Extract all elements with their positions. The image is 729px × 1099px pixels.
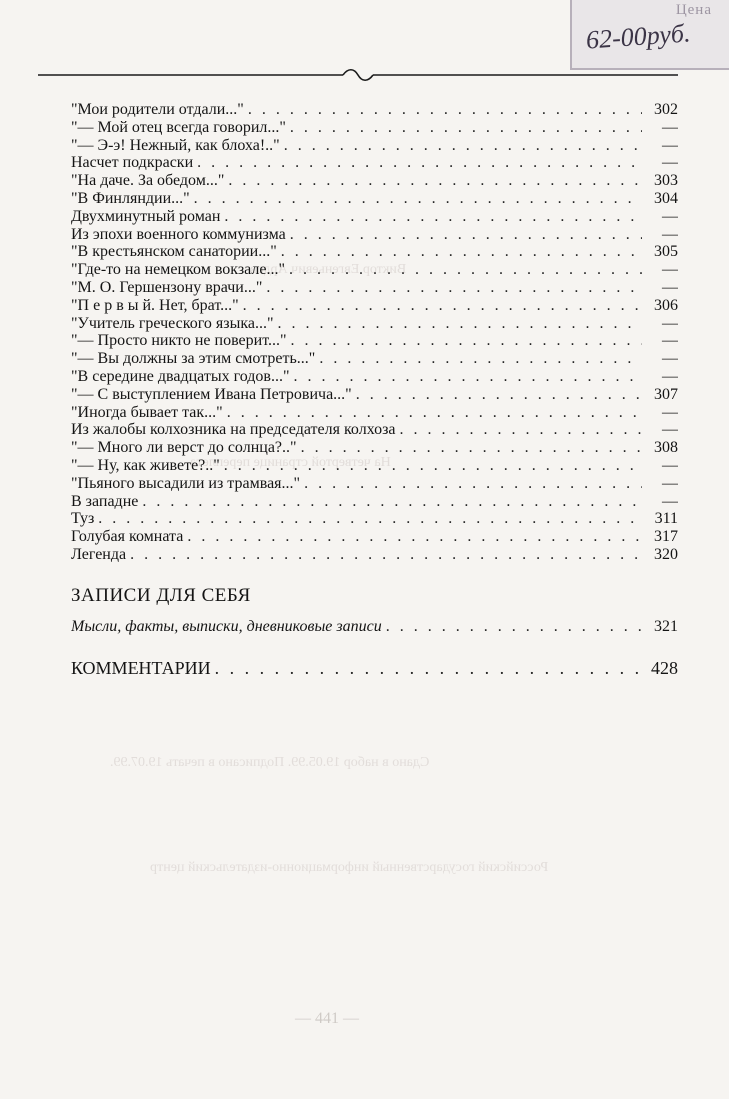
toc-entry [71,421,678,439]
toc-entry-title: Мысли, факты, выписки, дневниковые записи [71,617,382,635]
show-through-text: Сдано в набор 19.05.99. Подписано в печать 19.07.99. [110,755,430,770]
toc-entry-page: — [662,421,678,439]
dot-leader [284,137,642,155]
toc-entry [71,618,678,636]
toc-entry-title: "— Ну, как живете?.." [71,456,220,474]
stamp-price: 62-00руб. [585,18,692,55]
toc-entry-title: В западне [71,492,139,510]
toc-entry-title: Голубая комната [71,528,184,546]
toc-entry [71,137,678,155]
toc-entry-page: 306 [654,296,678,314]
toc-entry [71,457,678,475]
toc-entry-title: Легенда [71,545,127,563]
toc-entry-page: — [662,207,678,225]
toc-entry [71,101,678,119]
toc-entry [71,119,678,137]
section-heading: ЗАПИСИ ДЛЯ СЕБЯ [71,584,251,606]
dot-leader [304,475,642,493]
dot-leader [400,421,642,439]
toc-entry [71,190,678,208]
toc-entry-page: — [662,367,678,385]
toc-entry-page: 304 [654,189,678,207]
toc-entry [71,404,678,422]
toc-entry-page: — [662,154,678,172]
toc-entry-page: — [662,136,678,154]
ornamental-divider [38,67,678,83]
dot-leader [290,226,642,244]
toc-entry-page: — [662,314,678,332]
toc-entry [71,368,678,386]
toc-entry [71,243,678,261]
dot-leader [248,101,642,119]
toc-entry [71,510,678,528]
stamp-label: Цена [675,2,712,18]
toc-entry [71,350,678,368]
show-through-text: Российский государственный информационно-издательский центр [150,860,549,875]
toc-entry-title: Двухминутный роман [71,207,221,225]
toc-entry-page: 303 [654,172,678,190]
price-stamp [570,0,729,70]
toc-entry-list [71,101,678,564]
dot-leader [194,190,642,208]
toc-entry-page: 305 [654,243,678,261]
toc-entry-title: "На даче. За обедом..." [71,172,225,190]
toc-entry [71,279,678,297]
dot-leader [215,656,642,680]
dot-leader [227,404,642,422]
dot-leader [187,528,642,546]
toc-entry-title: Из жалобы колхозника на председателя колхоза [71,421,396,439]
toc-entry-page: 428 [651,657,678,678]
dot-leader [98,510,642,528]
toc-entry-title: "В середине двадцатых годов..." [71,367,290,385]
toc-entry-page: 317 [654,528,678,546]
toc-entry-title: "— Много ли верст до солнца?.." [71,439,297,457]
dot-leader [291,332,642,350]
toc-entry-title: "В Финляндии..." [71,189,190,207]
dot-leader [294,368,642,386]
toc-entry-page: 320 [654,545,678,563]
dot-leader [224,457,642,475]
toc-entry-page: — [662,118,678,136]
toc-entry-title: Насчет подкраски [71,154,194,172]
toc-entry [71,315,678,333]
dot-leader [290,119,642,137]
toc-entry [71,332,678,350]
toc-entry-title: "— С выступлением Ивана Петровича..." [71,385,352,403]
dot-leader [266,279,642,297]
dot-leader [277,315,642,333]
toc-entry-title: "Учитель греческого языка..." [71,314,274,332]
toc-entry-title: "— Э-э! Нежный, как блоха!.." [71,136,280,154]
toc-entry [71,154,678,172]
toc-entry-page: — [662,225,678,243]
toc-entry [71,439,678,457]
toc-entry [71,208,678,226]
toc-entry-page: — [662,261,678,279]
toc-entry-page: 311 [654,510,678,528]
toc-entry-title: "— Просто никто не поверит..." [71,332,287,350]
toc-entry-title: "Иногда бывает так..." [71,403,223,421]
toc-entry-title: КОММЕНТАРИИ [71,657,211,678]
dot-leader [243,297,642,315]
table-of-contents [71,101,678,680]
toc-entry [71,226,678,244]
toc-entry-title: "М. О. Гершензону врачи..." [71,278,263,296]
toc-entry [71,528,678,546]
toc-entry-page: — [662,350,678,368]
toc-entry-page: — [662,403,678,421]
toc-entry [71,493,678,511]
toc-entry-page: 302 [654,101,678,118]
dot-leader [224,208,642,226]
toc-entry-commentary [71,656,678,680]
toc-entry-page: 307 [654,385,678,403]
toc-entry-title: "— Вы должны за этим смотреть..." [71,350,316,368]
toc-entry-title: Туз [71,510,95,528]
toc-entry-title: "В крестьянском санатории..." [71,243,277,261]
toc-entry [71,297,678,315]
toc-entry [71,172,678,190]
dot-leader [197,154,642,172]
toc-entry [71,261,678,279]
dot-leader [289,261,642,279]
dot-leader [356,386,642,404]
toc-entry-page: — [662,456,678,474]
dot-leader [228,172,642,190]
dot-leader [301,439,642,457]
dot-leader [130,546,642,564]
show-through-text: Виктор Евгеньевич Ардов [250,262,407,277]
toc-entry-title: "— Мой отец всегда говорил..." [71,118,286,136]
dot-leader [142,493,642,511]
toc-entry-page: — [662,492,678,510]
show-through-text: На четвертой странице переплета [190,455,391,470]
dot-leader [319,350,642,368]
toc-entry-page: 321 [654,617,678,635]
toc-entry [71,546,678,564]
toc-entry-page: — [662,474,678,492]
toc-entry-title: "П е р в ы й. Нет, брат..." [71,296,239,314]
toc-entry-page: — [662,332,678,350]
toc-entry-title: "Мои родители отдали..." [71,101,244,118]
toc-entry-title: "Где-то на немецком вокзале..." [71,261,286,279]
show-through-page-number: — 441 — [295,1010,359,1027]
toc-entry-title: Из эпохи военного коммунизма [71,225,286,243]
toc-entry-page: — [662,278,678,296]
toc-entry [71,386,678,404]
toc-entry-page: 308 [654,439,678,457]
dot-leader [281,243,642,261]
dot-leader [386,618,642,636]
toc-entry-title: "Пьяного высадили из трамвая..." [71,474,301,492]
toc-entry [71,475,678,493]
